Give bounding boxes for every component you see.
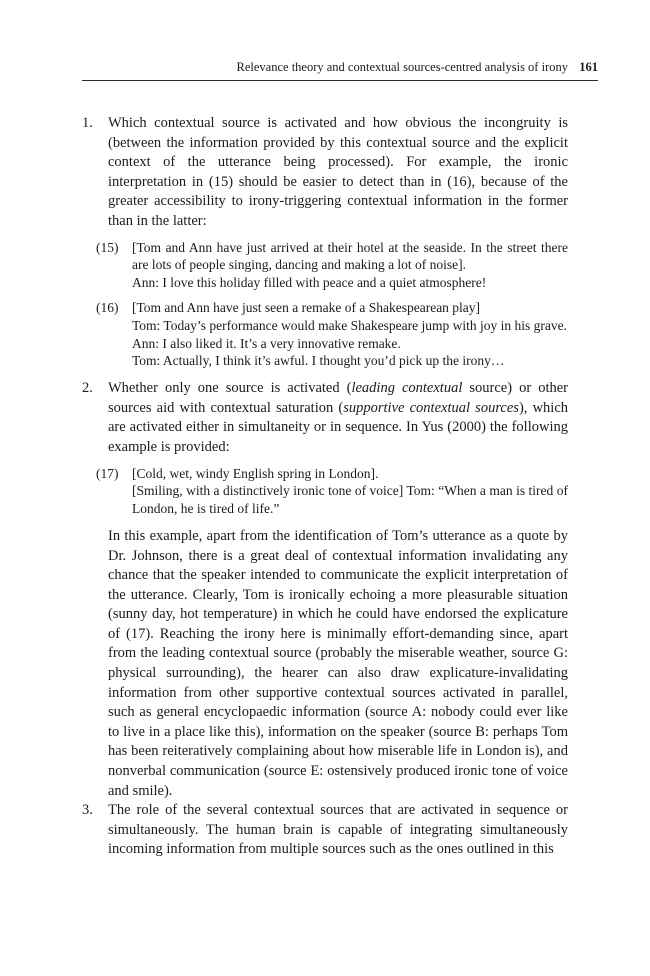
list-number: 2.: [82, 380, 93, 397]
example-17: [82, 465, 568, 518]
example-line: [Smiling, with a distinctively ironic tone of voice] Tom: “When a man is tired of London, he is tired of life.”: [132, 483, 568, 517]
running-title: Relevance theory and contextual sources-centred analysis of irony: [236, 60, 568, 74]
example-15: [82, 239, 568, 292]
example-line: Ann: I also liked it. It’s a very innovative remake.: [132, 335, 401, 351]
page-number: 161: [579, 60, 598, 74]
emphasis: supportive contextual sources: [343, 399, 519, 416]
list-item-2: [82, 379, 568, 457]
example-line: [Tom and Ann have just seen a remake of a Shakespearean play]: [132, 299, 481, 315]
example-16: [82, 299, 568, 370]
list-number: 1.: [82, 115, 93, 131]
example-line: [Tom and Ann have just arrived at their hotel at the seaside. In the street there are lots of people singing, dancing and making a lot of noise].: [132, 239, 568, 273]
example-line: Tom: Today’s performance would make Shakespeare jump with joy in his grave.: [132, 317, 568, 333]
list-text: The role of the several contextual sources that are activated in sequence or simultaneously. The human brain is capable of integrating simultaneously incoming information from multiple sources such as the ones outlined in this: [108, 802, 568, 858]
list-text: Whether only one source is activated (leading contextual source) or other sources aid with contextual saturation (supportive contextual sources), which are activated either in simultaneity or in sequence. In Yus (2000) the following example is provided:: [108, 380, 569, 455]
example-line: Tom: Actually, I think it’s awful. I thought you’d pick up the irony…: [132, 353, 505, 369]
list-item-3: [82, 801, 568, 860]
example-line: [Cold, wet, windy English spring in London].: [132, 465, 379, 481]
list-item-1: [82, 114, 568, 232]
list-text: Which contextual source is activated and how obvious the incongruity is (between the information provided by this contextual source and the explicit context of the utterance being processed). For example, the ironic interpretation in (15) should be easier to detect than in (16), because of the greater accessibility to irony-triggering contextual information in the former than in the latter:: [108, 115, 568, 229]
page-body: [82, 114, 568, 860]
body-paragraph: In this example, apart from the identification of Tom’s utterance as a quote by Dr. Johnson, there is a great deal of contextual information invalidating any chance that the speaker intended to communicate the explicit interpretation of the utterance. Clearly, Tom is ironically echoing a more pleasurable situation (sunny day, hot temperature) in which he could have endorsed the explicature of (17). Reaching the irony here is minimally effort-demanding since, apart from the leading contextual source (probably the miserable weather, source G: physical surrounding), the hearer can also draw explicature-invalidating information from other supportive contextual sources activated in parallel, such as general encyclopaedic information (source A: nobody could ever like to live in a place like this), information on the speaker (source B: perhaps Tom has been reiteratively complaining about how miserable life in London is), and nonverbal communication (source E: ostensively produced ironic tone of voice and smile).: [108, 527, 568, 799]
example-number: (16): [96, 299, 119, 315]
running-header: [82, 58, 598, 81]
example-line: Ann: I love this holiday filled with peace and a quiet atmosphere!: [132, 275, 487, 291]
list-number: 3.: [82, 802, 93, 819]
emphasis: leading contextual: [351, 380, 463, 397]
example-number: (15): [96, 239, 119, 255]
example-number: (17): [96, 465, 119, 481]
